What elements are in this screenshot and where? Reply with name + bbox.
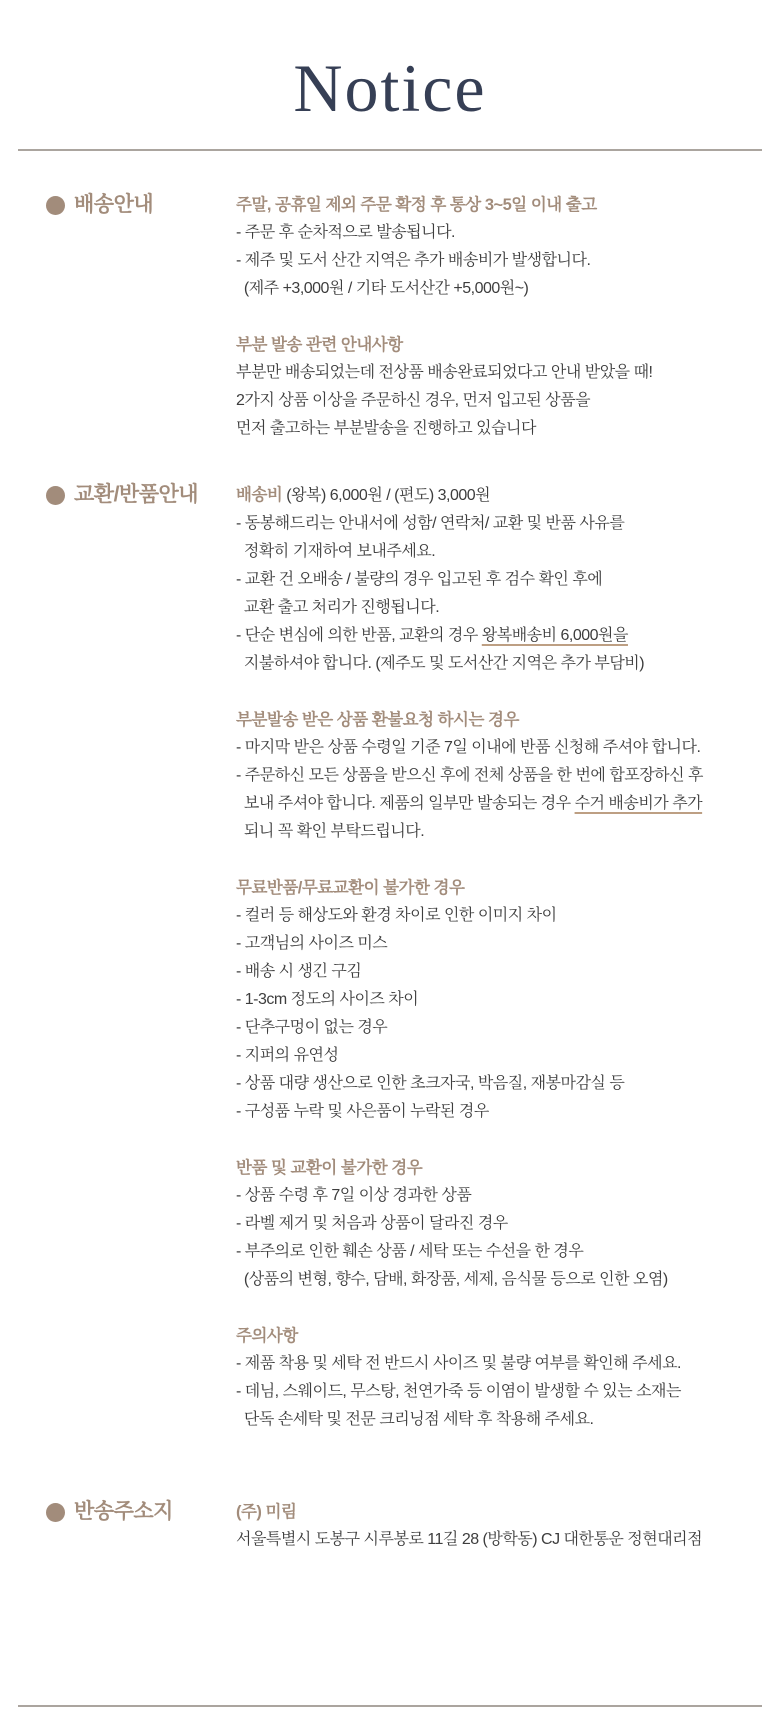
section-shipping-info bbox=[46, 191, 762, 443]
text-block bbox=[236, 481, 762, 678]
text-segment: - 주문하신 모든 상품을 받으신 후에 전체 상품을 한 번에 합포장하신 후 bbox=[236, 767, 703, 785]
text-segment: - 1-3cm 정도의 사이즈 차이 bbox=[236, 991, 419, 1009]
text-segment: - 단순 변심에 의한 반품, 교환의 경우 bbox=[236, 627, 482, 645]
block-heading: 반품 및 교환이 불가한 경우 bbox=[236, 1159, 423, 1178]
text-segment: 먼저 출고하는 부분발송을 진행하고 있습니다 bbox=[236, 420, 536, 438]
body-line bbox=[236, 1210, 762, 1238]
body-line bbox=[236, 818, 762, 846]
body-line bbox=[236, 566, 762, 594]
text-segment: 되니 꼭 확인 부탁드립니다. bbox=[236, 823, 425, 841]
body-line bbox=[236, 1406, 762, 1434]
body-line bbox=[236, 650, 762, 678]
text-segment: (왕복) 6,000원 / (편도) 3,000원 bbox=[282, 487, 491, 505]
body-line bbox=[236, 359, 762, 387]
block-heading: 부분 발송 관련 안내사항 bbox=[236, 336, 403, 355]
text-segment: - 상품 대량 생산으로 인한 초크자국, 박음질, 재봉마감실 등 bbox=[236, 1075, 625, 1093]
body-line bbox=[236, 1070, 762, 1098]
block-heading: 무료반품/무료교환이 불가한 경우 bbox=[236, 879, 465, 898]
body-line bbox=[236, 1182, 762, 1210]
section-label-text: 배송안내 bbox=[74, 193, 154, 217]
text-segment: (상품의 변형, 향수, 담배, 화장품, 세제, 음식물 등으로 인한 오염) bbox=[236, 1271, 668, 1289]
body-line bbox=[236, 930, 762, 958]
section-label-text: 반송주소지 bbox=[74, 1500, 173, 1524]
text-segment: - 주문 후 순차적으로 발송됩니다. bbox=[236, 224, 455, 242]
body-line bbox=[236, 902, 762, 930]
section-blocks bbox=[236, 191, 762, 443]
text-segment: - 구성품 누락 및 사은품이 누락된 경우 bbox=[236, 1103, 489, 1121]
body-line bbox=[236, 1014, 762, 1042]
text-segment: 교환 출고 처리가 진행됩니다. bbox=[236, 599, 440, 617]
body-line bbox=[236, 1526, 762, 1554]
body-line bbox=[236, 622, 762, 650]
text-segment: - 단추구멍이 없는 경우 bbox=[236, 1019, 388, 1037]
body-line bbox=[236, 510, 762, 538]
text-block bbox=[236, 1322, 762, 1434]
block-heading: (주) 미림 bbox=[236, 1503, 297, 1522]
body-line bbox=[236, 275, 762, 303]
body-line bbox=[236, 1238, 762, 1266]
section-label bbox=[46, 481, 236, 509]
section-label bbox=[46, 191, 236, 219]
notice-page bbox=[0, 52, 780, 1718]
text-segment: - 배송 시 생긴 구김 bbox=[236, 963, 362, 981]
text-segment: (제주 +3,000원 / 기타 도서산간 +5,000원~) bbox=[236, 280, 529, 298]
text-block bbox=[236, 331, 762, 443]
text-segment: - 라벨 제거 및 처음과 상품이 달라진 경우 bbox=[236, 1215, 508, 1233]
text-segment: - 지퍼의 유연성 bbox=[236, 1047, 339, 1065]
underlined-text: 왕복배송비 6,000원을 bbox=[481, 627, 628, 645]
body-line bbox=[236, 790, 762, 818]
text-block bbox=[236, 1154, 762, 1294]
body-line bbox=[236, 1266, 762, 1294]
sections-container bbox=[0, 151, 780, 1554]
underlined-text: 수거 배송비가 추가 bbox=[574, 795, 703, 813]
body-line bbox=[236, 219, 762, 247]
body-line bbox=[236, 481, 762, 510]
circle-bullet-icon bbox=[46, 1503, 65, 1522]
body-line bbox=[236, 1350, 762, 1378]
text-segment: 보내 주셔야 합니다. 제품의 일부만 발송되는 경우 bbox=[236, 795, 575, 813]
section-label-text: 교환/반품안내 bbox=[74, 483, 199, 507]
section-blocks bbox=[236, 481, 762, 1434]
text-segment: - 데님, 스웨이드, 무스탕, 천연가죽 등 이염이 발생할 수 있는 소재는 bbox=[236, 1383, 681, 1401]
circle-bullet-icon bbox=[46, 196, 65, 215]
accent-text: 배송비 bbox=[236, 486, 283, 505]
text-segment: - 고객님의 사이즈 미스 bbox=[236, 935, 388, 953]
text-segment: 2가지 상품 이상을 주문하신 경우, 먼저 입고된 상품을 bbox=[236, 392, 591, 410]
text-block bbox=[236, 706, 762, 846]
section-blocks bbox=[236, 1498, 762, 1554]
body-line bbox=[236, 762, 762, 790]
body-line bbox=[236, 247, 762, 275]
body-line bbox=[236, 1378, 762, 1406]
body-line bbox=[236, 958, 762, 986]
text-segment: 정확히 기재하여 보내주세요. bbox=[236, 543, 436, 561]
block-heading: 주의사항 bbox=[236, 1327, 298, 1346]
text-segment: - 부주의로 인한 훼손 상품 / 세탁 또는 수선을 한 경우 bbox=[236, 1243, 584, 1261]
text-segment: 서울특별시 도봉구 시루봉로 11길 28 (방학동) CJ 대한통운 정현대리점 bbox=[236, 1531, 703, 1549]
text-block bbox=[236, 191, 762, 303]
text-segment: - 제주 및 도서 산간 지역은 추가 배송비가 발생합니다. bbox=[236, 252, 591, 270]
body-line bbox=[236, 1098, 762, 1126]
body-line bbox=[236, 594, 762, 622]
text-segment: - 동봉해드리는 안내서에 성함/ 연락처/ 교환 및 반품 사유를 bbox=[236, 515, 625, 533]
body-line bbox=[236, 538, 762, 566]
text-segment: - 교환 건 오배송 / 불량의 경우 입고된 후 검수 확인 후에 bbox=[236, 571, 603, 589]
page-title: Notice bbox=[293, 50, 487, 126]
text-segment: 지불하셔야 합니다. (제주도 및 도서산간 지역은 추가 부담비) bbox=[236, 655, 645, 673]
body-line bbox=[236, 415, 762, 443]
body-line bbox=[236, 734, 762, 762]
block-heading: 주말, 공휴일 제외 주문 확정 후 통상 3~5일 이내 출고 bbox=[236, 196, 597, 215]
block-heading: 부분발송 받은 상품 환불요청 하시는 경우 bbox=[236, 711, 519, 730]
bottom-divider bbox=[18, 1705, 762, 1707]
text-segment: - 마지막 받은 상품 수령일 기준 7일 이내에 반품 신청해 주셔야 합니다. bbox=[236, 739, 701, 757]
circle-bullet-icon bbox=[46, 486, 65, 505]
section-exchange-return-info bbox=[46, 481, 762, 1434]
text-segment: 단독 손세탁 및 전문 크리닝점 세탁 후 착용해 주세요. bbox=[236, 1411, 594, 1429]
text-block bbox=[236, 1498, 762, 1554]
body-line bbox=[236, 1042, 762, 1070]
text-segment: - 제품 착용 및 세탁 전 반드시 사이즈 및 불량 여부를 확인해 주세요. bbox=[236, 1355, 681, 1373]
body-line bbox=[236, 986, 762, 1014]
text-segment: 부분만 배송되었는데 전상품 배송완료되었다고 안내 받았을 때! bbox=[236, 364, 653, 382]
section-label bbox=[46, 1498, 236, 1526]
text-segment: - 컬러 등 해상도와 환경 차이로 인한 이미지 차이 bbox=[236, 907, 557, 925]
section-return-address bbox=[46, 1498, 762, 1554]
text-segment: - 상품 수령 후 7일 이상 경과한 상품 bbox=[236, 1187, 472, 1205]
text-block bbox=[236, 874, 762, 1126]
body-line bbox=[236, 387, 762, 415]
